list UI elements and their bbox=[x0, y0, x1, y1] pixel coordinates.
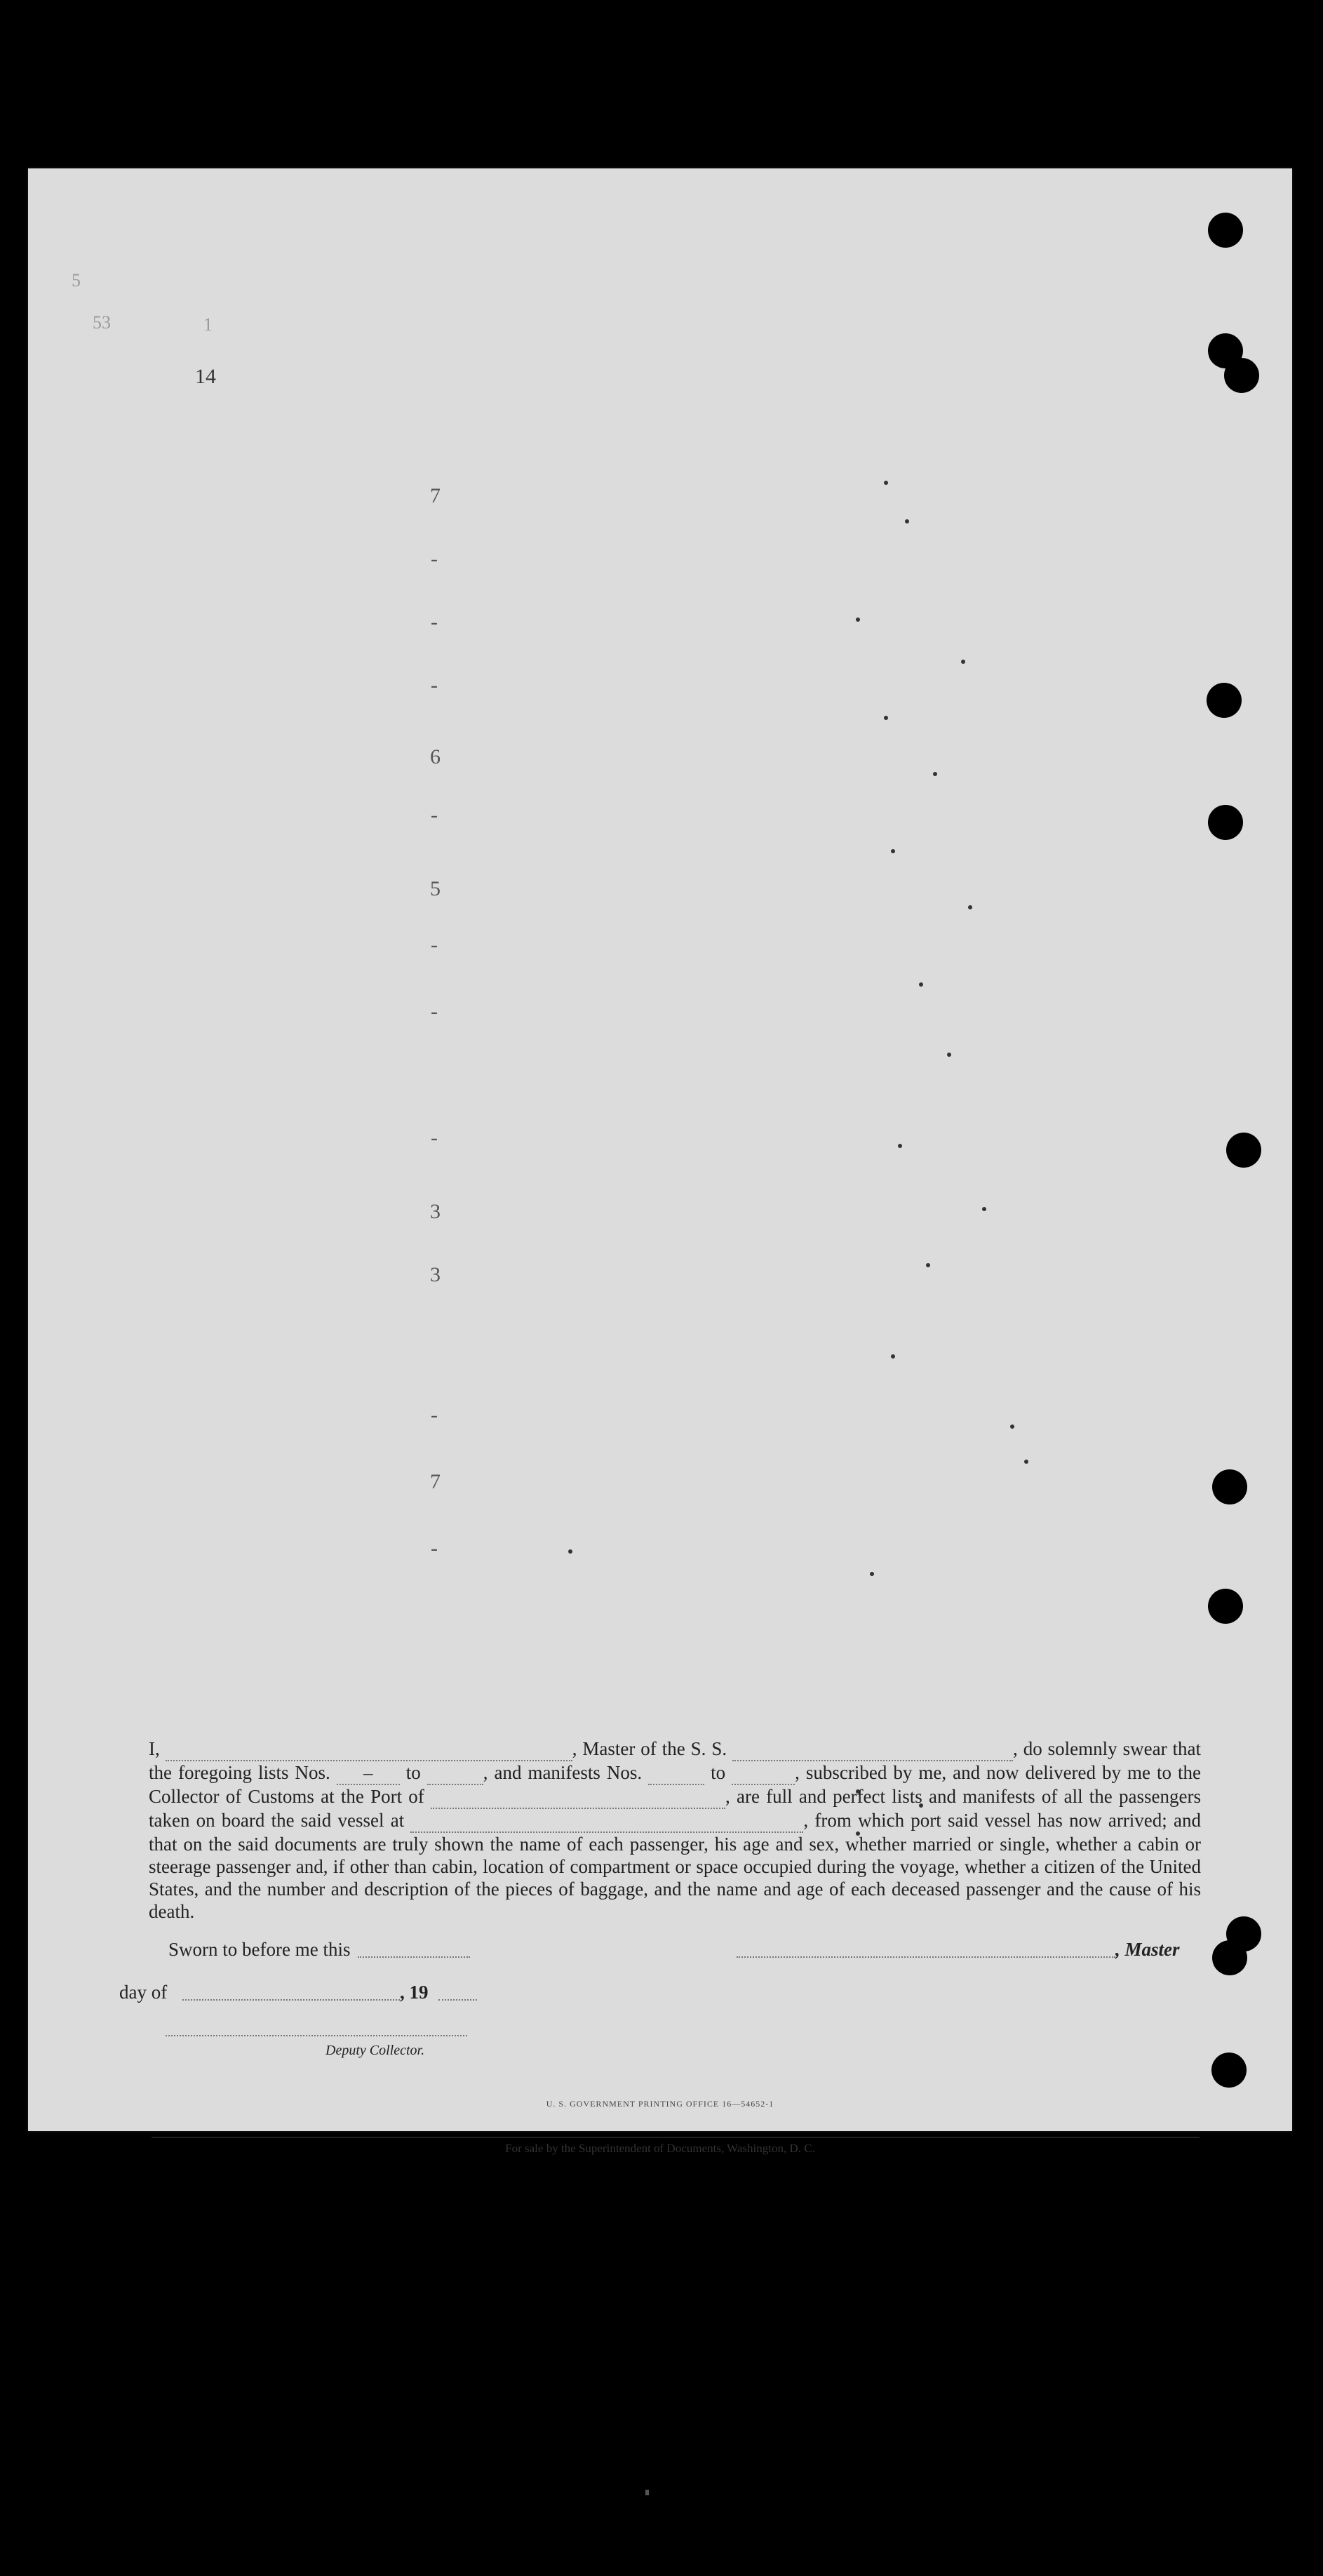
oath-text: , from which port said vessel has now arrived; and that on the said documents are truly shown the name of each passenger, his age and sex, whether married or single, whether a cabin or steerage passenger and, if other than cabin, location of compartment or space occupied during the voyage, whether a citizen of the United States, and the number and description of the pieces of baggage, and the name and age of each deceased passenger and the cause of his death. bbox=[149, 1810, 1201, 1922]
speck bbox=[919, 982, 923, 987]
speck bbox=[891, 849, 895, 853]
binder-hole bbox=[1224, 358, 1259, 393]
binder-hole bbox=[1208, 805, 1243, 840]
binder-hole bbox=[1212, 1940, 1247, 1975]
column-tick: 6 bbox=[430, 745, 441, 768]
column-tick: - bbox=[431, 1126, 438, 1149]
speck bbox=[898, 1144, 902, 1148]
vessel-name-blank bbox=[732, 1737, 1013, 1761]
column-tick: 5 bbox=[430, 877, 441, 900]
deputy-label: Deputy Collector. bbox=[325, 2043, 425, 2058]
departure-port-blank bbox=[410, 1809, 803, 1833]
oath-paragraph bbox=[149, 1737, 1201, 1923]
binder-hole bbox=[1211, 2053, 1247, 2088]
oath-text: , subscribed by me, and now delivered by me to the Collector of Customs at the Port of bbox=[149, 1762, 1201, 1807]
manifest-page bbox=[28, 168, 1292, 2155]
speck bbox=[933, 772, 937, 776]
oath-text: to bbox=[704, 1762, 732, 1783]
port-blank bbox=[431, 1785, 725, 1809]
column-tick: - bbox=[431, 610, 438, 634]
oath-text: , and manifests Nos. bbox=[483, 1762, 649, 1783]
oath-text: , are full and perfect lists and manifests of all the passengers taken on board the said vessel at bbox=[149, 1786, 1201, 1831]
column-tick: - bbox=[431, 1403, 438, 1427]
speck bbox=[947, 1053, 951, 1057]
speck bbox=[870, 1572, 874, 1576]
deputy-line bbox=[166, 2035, 467, 2036]
film-mark bbox=[645, 2490, 649, 2495]
speck bbox=[926, 1263, 930, 1267]
master-label: , Master bbox=[1115, 1939, 1180, 1960]
column-tick: - bbox=[431, 933, 438, 956]
sworn-date-line bbox=[358, 1956, 470, 1958]
column-tick: - bbox=[431, 547, 438, 570]
speck bbox=[982, 1207, 986, 1211]
printer-imprint: U. S. GOVERNMENT PRINTING OFFICE 16—54652-1 bbox=[546, 2099, 774, 2109]
sale-notice: For sale by the Superintendent of Documents, Washington, D. C. bbox=[505, 2142, 815, 2155]
year-label: , 19 bbox=[400, 1982, 429, 2003]
speck bbox=[884, 481, 888, 485]
margin-number: 53 bbox=[93, 312, 111, 333]
oath-text: , Master of the S. S. bbox=[572, 1738, 733, 1759]
sworn-label: Sworn to before me this bbox=[168, 1939, 351, 1960]
binder-hole bbox=[1212, 1469, 1247, 1504]
footer-rule bbox=[152, 2137, 1200, 2138]
column-tick: - bbox=[431, 1000, 438, 1023]
master-signature-line bbox=[737, 1956, 1115, 1958]
binder-hole bbox=[1208, 213, 1243, 248]
page-number: 14 bbox=[195, 365, 216, 388]
column-tick: - bbox=[431, 674, 438, 697]
speck bbox=[968, 905, 972, 909]
speck bbox=[1024, 1460, 1028, 1464]
lists-from-blank: – bbox=[337, 1761, 400, 1785]
column-tick: 3 bbox=[430, 1263, 441, 1286]
speck bbox=[884, 716, 888, 720]
oath-text: to bbox=[399, 1762, 427, 1783]
master-name-blank bbox=[166, 1737, 572, 1761]
manifests-to-blank bbox=[732, 1761, 795, 1785]
column-tick: 3 bbox=[430, 1200, 441, 1223]
binder-hole bbox=[1207, 683, 1242, 718]
lists-to-blank bbox=[427, 1761, 483, 1785]
speck bbox=[568, 1549, 572, 1554]
margin-number: 5 bbox=[72, 270, 81, 291]
column-tick: - bbox=[431, 1537, 438, 1560]
speck bbox=[961, 660, 965, 664]
manifests-from-blank bbox=[648, 1761, 704, 1785]
column-tick: 7 bbox=[430, 484, 441, 507]
column-tick: - bbox=[431, 803, 438, 827]
speck bbox=[856, 618, 860, 622]
margin-digit: 1 bbox=[203, 314, 213, 335]
speck bbox=[1010, 1424, 1014, 1429]
speck bbox=[905, 519, 909, 523]
year-line bbox=[438, 1999, 477, 2001]
binder-hole bbox=[1208, 1589, 1243, 1624]
day-line bbox=[182, 1999, 400, 2001]
binder-hole bbox=[1226, 1133, 1261, 1168]
day-of-label: day of bbox=[119, 1982, 168, 2003]
speck bbox=[891, 1354, 895, 1359]
column-tick: 7 bbox=[430, 1470, 441, 1493]
oath-text: I, bbox=[149, 1738, 166, 1759]
oath-text: , do solemnly swear that the foregoing lists Nos. bbox=[149, 1738, 1201, 1783]
